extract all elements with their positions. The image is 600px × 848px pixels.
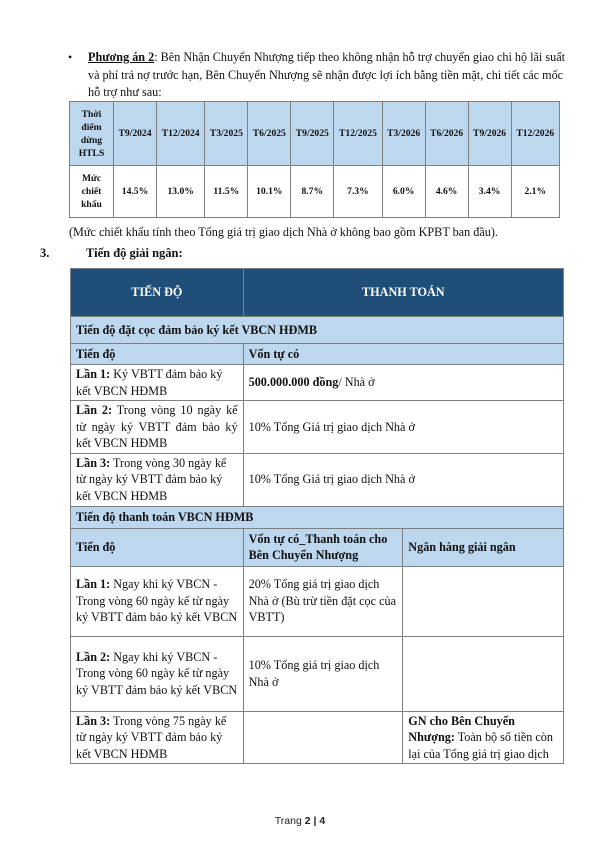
period-cell: T3/2025 bbox=[205, 102, 248, 166]
rate-cell: 7.3% bbox=[334, 166, 382, 218]
table-row bbox=[71, 453, 564, 506]
schedule-cell bbox=[71, 365, 244, 401]
period-cell: T9/2025 bbox=[291, 102, 334, 166]
option-2-body: : Bên Nhận Chuyển Nhượng tiếp theo không nhận hỗ trợ chuyển giao chi hộ lãi suất và phí trả nợ trước hạn, Bên Chuyển Nhượng sẽ nhận được lợi ích bằng tiền mặt, chi tiết các mốc hỗ trợ như sau: bbox=[88, 50, 565, 99]
rate-cell: 13.0% bbox=[156, 166, 204, 218]
period-cell: T12/2024 bbox=[156, 102, 204, 166]
payment-subheader-row bbox=[71, 528, 564, 566]
table-row bbox=[71, 566, 564, 636]
period-cell: T12/2025 bbox=[334, 102, 382, 166]
schedule-cell bbox=[71, 636, 244, 711]
deposit-band-title: Tiến độ đặt cọc đảm bảo ký kết VBCN HĐMB bbox=[71, 317, 564, 344]
bullet-icon: • bbox=[68, 50, 73, 64]
installment-label: Lần 2: bbox=[76, 649, 111, 664]
own-capital-cell bbox=[243, 711, 403, 764]
bank-cell bbox=[403, 636, 564, 711]
payment-subheader-bank: Ngân hàng giải ngân bbox=[403, 528, 564, 566]
current-page: 2 bbox=[304, 815, 311, 827]
deposit-band-row bbox=[71, 317, 564, 344]
section-number: 3. bbox=[40, 246, 50, 260]
page-prefix: Trang bbox=[274, 815, 305, 827]
period-cell: T6/2025 bbox=[248, 102, 291, 166]
installment-label: Lần 3: bbox=[76, 713, 111, 728]
installment-desc: Trong vòng 30 ngày kể từ ngày ký VBTT đảm bảo ký kết VBCN HĐMB bbox=[76, 455, 227, 503]
installment-desc: Trong vòng 75 ngày kể từ ngày ký VBTT đảm bảo ký kết VBCN HĐMB bbox=[76, 713, 227, 761]
option-2-text bbox=[88, 49, 568, 102]
page-separator: | bbox=[310, 815, 320, 827]
bank-bold: GN cho Bên Chuyển Nhượng: bbox=[408, 713, 515, 744]
period-cell: T6/2026 bbox=[425, 102, 468, 166]
period-cell: T3/2026 bbox=[382, 102, 425, 166]
header-payment: THANH TOÁN bbox=[243, 269, 563, 317]
deposit-subheader-row bbox=[71, 344, 564, 365]
rate-cell: 11.5% bbox=[205, 166, 248, 218]
own-capital-cell: 10% Tổng giá trị giao dịch Nhà ở bbox=[243, 636, 403, 711]
payment-subheader-schedule: Tiến độ bbox=[71, 528, 244, 566]
amount-cell bbox=[243, 401, 563, 454]
amount-cell bbox=[243, 453, 563, 506]
disbursement-table bbox=[70, 268, 564, 764]
rate-cell: 2.1% bbox=[511, 166, 559, 218]
schedule-cell bbox=[71, 453, 244, 506]
amount-text: 10% Tổng Giá trị giao dịch Nhà ở bbox=[248, 472, 415, 487]
rate-cell: 14.5% bbox=[114, 166, 157, 218]
amount-text: / Nhà ở bbox=[338, 375, 375, 390]
header-schedule: TIẾN ĐỘ bbox=[71, 269, 244, 317]
rate-cell: 10.1% bbox=[248, 166, 291, 218]
installment-desc: Trong vòng 10 ngày kể từ ngày ký VBTT đảm bảo ký kết VBCN HĐMB bbox=[76, 403, 238, 450]
row-header-discount-rate: Mức chiết khấu bbox=[70, 166, 114, 218]
payment-band-row bbox=[71, 506, 564, 528]
schedule-cell bbox=[71, 711, 244, 764]
payment-band-title: Tiến độ thanh toán VBCN HĐMB bbox=[71, 506, 564, 528]
own-capital-cell: 20% Tổng giá trị giao dịch Nhà ở (Bù trừ tiền đặt cọc của VBTT) bbox=[243, 566, 403, 636]
schedule-cell bbox=[71, 401, 244, 454]
installment-label: Lần 3: bbox=[76, 455, 111, 470]
deposit-subheader-own-capital: Vốn tự có bbox=[243, 344, 563, 365]
table-row bbox=[71, 365, 564, 401]
installment-label: Lần 1: bbox=[76, 577, 111, 592]
period-cell: T12/2026 bbox=[511, 102, 559, 166]
discount-note: (Mức chiết khấu tính theo Tổng giá trị giao dịch Nhà ở không bao gồm KPBT ban đầu). bbox=[69, 225, 498, 239]
option-2-lead: Phương án 2 bbox=[88, 50, 155, 64]
bank-text: Toàn bộ số tiền còn lại của Tổng giá trị giao dịch bbox=[408, 730, 553, 761]
discount-rate-row bbox=[70, 166, 560, 218]
disbursement-header-row bbox=[71, 269, 564, 317]
installment-desc: Ký VBTT đảm bảo ký kết VBCN HĐMB bbox=[76, 367, 223, 398]
table-row bbox=[71, 401, 564, 454]
amount-cell bbox=[243, 365, 563, 401]
installment-desc: Ngay khi ký VBCN - Trong vòng 60 ngày kể từ ngày ký VBTT đảm bảo ký kết VBCN bbox=[76, 577, 238, 625]
row-header-stop-time: Thời điểm dừng HTLS bbox=[70, 102, 114, 166]
bank-cell bbox=[403, 711, 564, 764]
deposit-subheader-schedule: Tiến độ bbox=[71, 344, 244, 365]
installment-desc: Ngay khi ký VBCN - Trong vòng 60 ngày kể từ ngày ký VBTT đảm bảo ký kết VBCN bbox=[76, 649, 238, 697]
bank-cell bbox=[403, 566, 564, 636]
page-footer bbox=[0, 815, 600, 827]
period-cell: T9/2024 bbox=[114, 102, 157, 166]
rate-cell: 6.0% bbox=[382, 166, 425, 218]
table-row bbox=[71, 636, 564, 711]
rate-cell: 4.6% bbox=[425, 166, 468, 218]
installment-label: Lần 2: bbox=[76, 403, 113, 417]
payment-subheader-own-capital: Vốn tự có_Thanh toán cho Bên Chuyển Nhượng bbox=[243, 528, 403, 566]
discount-header-row bbox=[70, 102, 560, 166]
schedule-cell bbox=[71, 566, 244, 636]
discount-schedule-table bbox=[69, 101, 560, 218]
period-cell: T9/2026 bbox=[468, 102, 511, 166]
rate-cell: 8.7% bbox=[291, 166, 334, 218]
total-pages: 4 bbox=[319, 815, 326, 827]
rate-cell: 3.4% bbox=[468, 166, 511, 218]
installment-label: Lần 1: bbox=[76, 367, 111, 381]
amount-bold: 500.000.000 đồng bbox=[248, 375, 339, 390]
section-title: Tiến độ giải ngân: bbox=[86, 246, 183, 260]
option-2-paragraph bbox=[68, 49, 568, 102]
table-row bbox=[71, 711, 564, 764]
amount-text: 10% Tổng Giá trị giao dịch Nhà ở bbox=[248, 419, 415, 434]
